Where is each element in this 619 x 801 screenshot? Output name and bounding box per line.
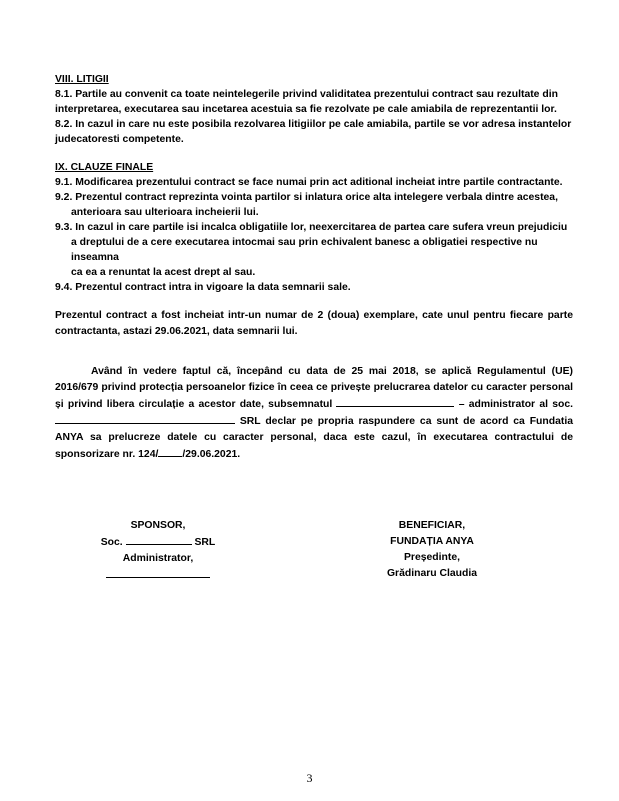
section-clauze-finale — [55, 160, 573, 295]
sponsor-soc-label: Soc. — [100, 537, 123, 548]
beneficiar-role: Președinte, — [403, 552, 461, 563]
beneficiar-name: Grădinaru Claudia — [386, 568, 478, 579]
clause-9-3-cont2: ca ea a renuntat la acest drept al sau. — [71, 267, 256, 278]
clause-8-2: 8.2. In cazul in care nu este posibila rezolvarea litigiilor pe cale amiabila, partile se vor adresa instantelor judecatoresti competente. — [55, 119, 572, 145]
clause-9-1: 9.1. Modificarea prezentului contract se face numai prin act aditional incheiat intre partile contractante. — [55, 177, 563, 188]
blank-sponsor-company — [126, 534, 192, 545]
gdpr-text-1: Având în vedere faptul că, începând cu data de 25 mai 2018, se aplică Regulamentul (UE) 2016/679 privind protecția persoanelor fizice în ceea ce privește prelucrarea datelor cu caracter personal și privind libera circulație a acestor date, subsemnatul — [55, 366, 573, 410]
blank-contract-number — [158, 446, 182, 457]
clause-9-3: 9.3. In cazul in care partile isi incalca obligatiile lor, neexercitarea de partea care sufera vreun prejudiciu — [55, 222, 568, 233]
clause-9-2-cont: anterioara sau ulterioara incheierii lui. — [71, 207, 259, 218]
sponsor-title: SPONSOR, — [130, 520, 186, 531]
sponsor-company-line — [78, 534, 238, 551]
sponsor-srl-label: SRL — [194, 537, 216, 548]
beneficiar-title: BENEFICIAR, — [398, 520, 466, 531]
closing-statement: Prezentul contract a fost incheiat intr-un numar de 2 (doua) exemplare, cate unul pentru fiecare parte contractanta, astazi 29.06.2021, data semnarii lui. — [55, 310, 573, 337]
gdpr-statement — [55, 364, 573, 463]
beneficiar-signature-block — [352, 518, 512, 582]
section-heading-litigii: VIII. LITIGII — [55, 74, 109, 85]
clause-9-2: 9.2. Prezentul contract reprezinta vointa partilor si inlatura orice alta intelegere verbala dintre acestea, — [55, 192, 558, 203]
clause-9-3-cont: a dreptului de a cere executarea intocmai sau prin echivalent banesc a obligatiei respective nu inseamna — [71, 237, 538, 263]
gdpr-text-2: – administrator al soc. — [458, 399, 573, 410]
blank-societate — [55, 413, 235, 424]
blank-subsemnatul — [336, 396, 454, 407]
gdpr-text-4: /29.06.2021. — [182, 449, 241, 460]
sponsor-signature-line — [106, 567, 210, 578]
section-heading-clauze-finale: IX. CLAUZE FINALE — [55, 162, 154, 173]
gdpr-text-3: SRL declar pe propria raspundere ca sunt de acord ca Fundatia ANYA sa prelucreze datele cu caracter personal, daca este cazul, în executarea contractului de sponsorizare nr. 124/ — [55, 416, 573, 460]
clause-9-4: 9.4. Prezentul contract intra in vigoare la data semnarii sale. — [55, 282, 351, 293]
sponsor-role: Administrator, — [122, 553, 194, 564]
section-litigii — [55, 72, 573, 147]
sponsor-signature-block — [78, 518, 238, 584]
beneficiar-organization: FUNDAȚIA ANYA — [390, 536, 474, 547]
clause-8-1: 8.1. Partile au convenit ca toate neintelegerile privind validitatea prezentului contract sau rezultate din interpretarea, executarea sau incetarea acestuia sa fie rezolvate pe cale amiabila de reprezentantii lor. — [55, 89, 558, 115]
page-number: 3 — [306, 771, 313, 785]
